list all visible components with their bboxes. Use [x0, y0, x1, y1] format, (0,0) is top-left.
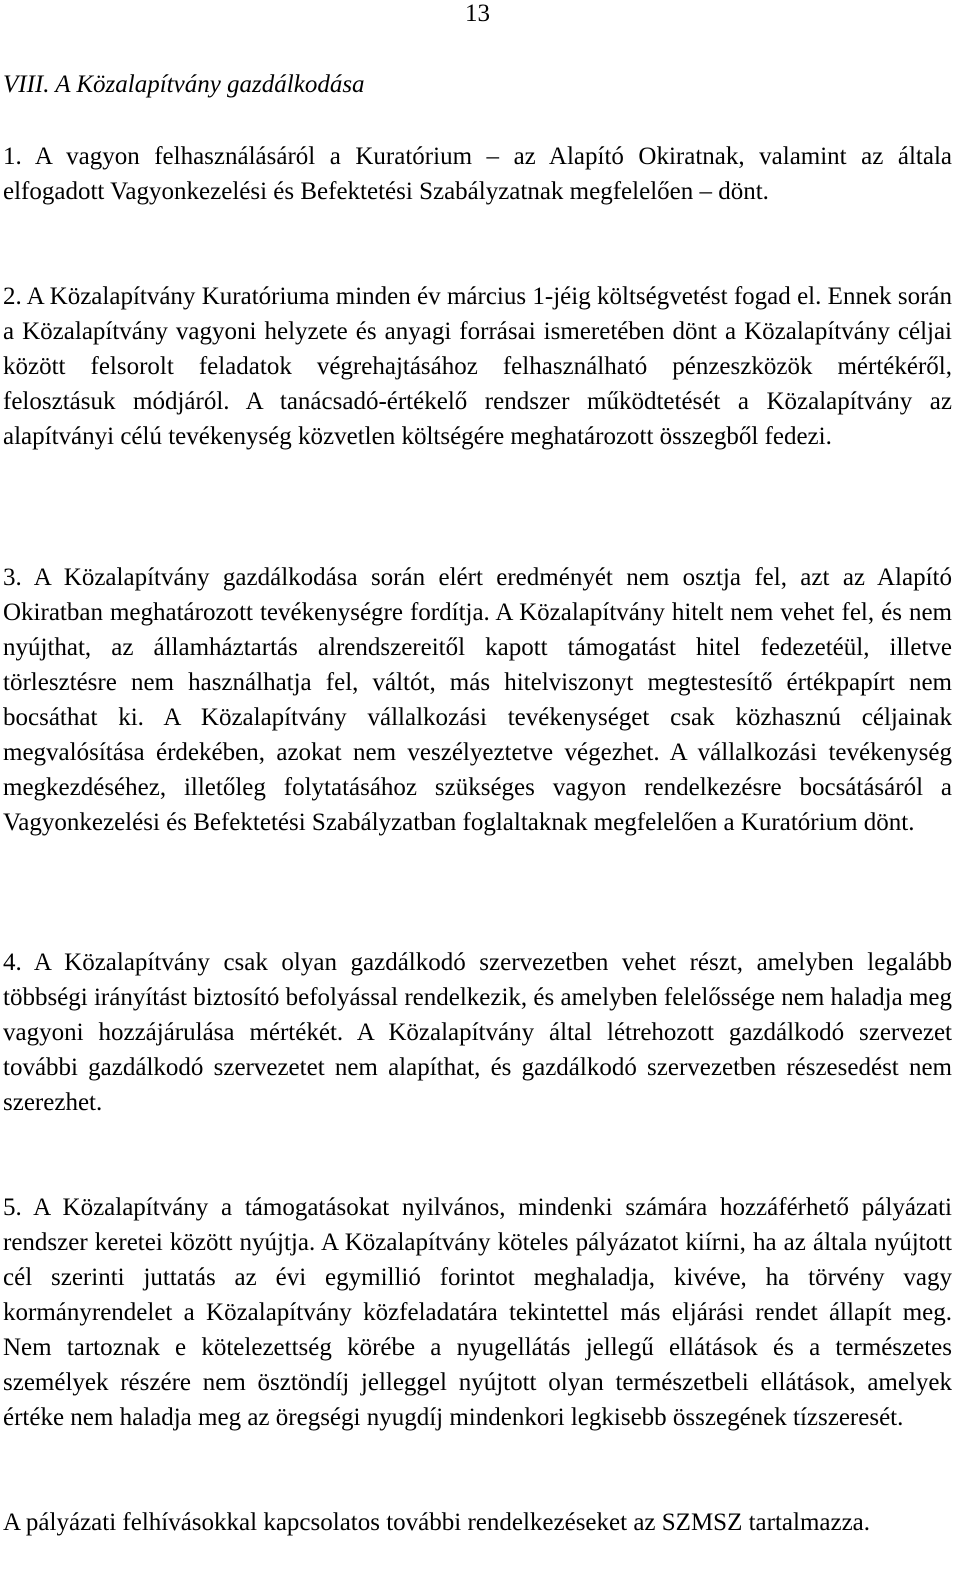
- paragraph-6: A pályázati felhívásokkal kapcsolatos további rendelkezéseket az SZMSZ tartalmazza.: [3, 1509, 871, 1536]
- paragraph-4: 4. A Közalapítvány csak olyan gazdálkodó szervezetben vehet részt, amelyben legalább többségi irányítást biztosító befolyással rendelkezik, és amelyben felelőssége nem haladja meg vagyoni hozzájárulása mértékét. A Közalapítvány által létrehozott gazdálkodó szervezet további gazdálkodó szervezetet nem alapíthat, és gazdálkodó szervezetben részesedést nem szerezhet.: [3, 949, 952, 1116]
- page-number: 13: [465, 0, 490, 27]
- paragraph-5: 5. A Közalapítvány a támogatásokat nyilvános, mindenki számára hozzáférhető pályázati rendszer keretei között nyújtja. A Közalapítvány köteles pályázatot kiírni, ha az általa nyújtott cél szerinti juttatás az évi egymillió forintot meghaladja, kivéve, ha törvény vagy kormányrendelet a Közalapítvány közfeladatára tekintettel más eljárási rendet állapít meg. Nem tartoznak e kötelezettség körébe a nyugellátás jellegű ellátások és a természetes személyek részére nem ösztöndíj jelleggel nyújtott olyan természetbeli ellátások, amelyek értéke nem haladja meg az öregségi nyugdíj mindenkori legkisebb összegének tízszeresét.: [3, 1194, 952, 1431]
- paragraph-3: 3. A Közalapítvány gazdálkodása során elért eredményét nem osztja fel, azt az Alapító Okiratban meghatározott tevékenységre fordítja. A Közalapítvány hitelt nem vehet fel, és nem nyújthat, az államháztartás alrendszereitől kapott támogatást hitel fedezetéül, illetve törlesztésre nem használhatja fel, váltót, más hitelviszonyt megtestesítő értékpapírt nem bocsáthat ki. A Közalapítvány vállalkozási tevékenységet csak közhasznú céljainak megvalósítása érdekében, azokat nem veszélyeztetve végezhet. A vállalkozási tevékenység megkezdéséhez, illetőleg folytatásához szükséges vagyon rendelkezésre bocsátásáról a Vagyonkezelési és Befektetési Szabályzatban foglaltaknak megfelelően a Kuratórium dönt.: [3, 564, 952, 836]
- paragraph-2: 2. A Közalapítvány Kuratóriuma minden év március 1-jéig költségvetést fogad el. Ennek során a Közalapítvány vagyoni helyzete és anyagi forrásai ismeretében dönt a Közalapítvány céljai között felsorolt feladatok végrehajtásához felhasználható pénzeszközök mértékéről, felosztásuk módjáról. A tanácsadó-értékelő rendszer működtetését a Közalapítvány az alapítványi célú tevékenység közvetlen költségére meghatározott összegből fedezi.: [3, 283, 952, 450]
- paragraph-1: 1. A vagyon felhasználásáról a Kuratórium – az Alapító Okiratnak, valamint az általa elfogadott Vagyonkezelési és Befektetési Szabályzatnak megfelelően – dönt.: [3, 143, 952, 205]
- section-title: VIII. A Közalapítvány gazdálkodása: [3, 71, 365, 98]
